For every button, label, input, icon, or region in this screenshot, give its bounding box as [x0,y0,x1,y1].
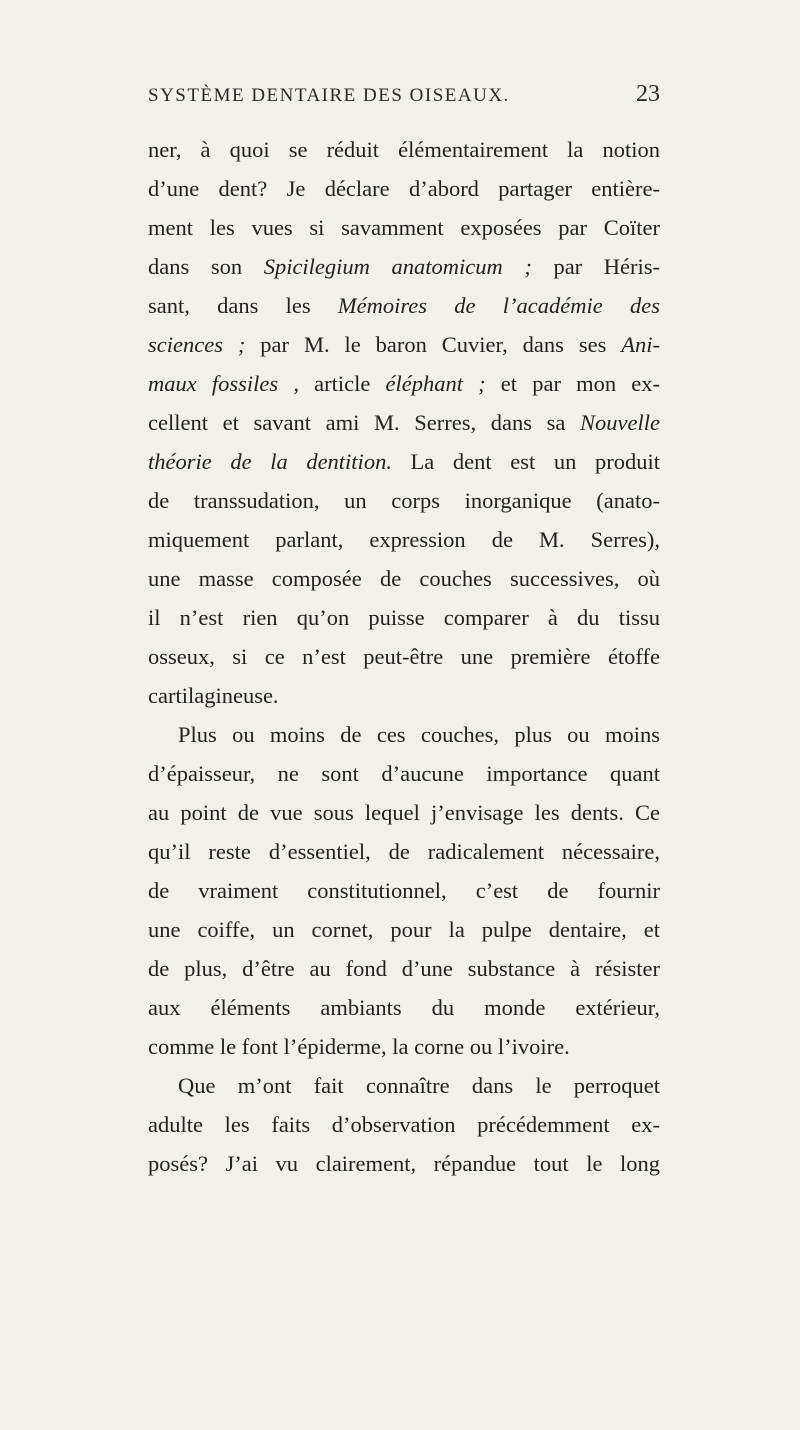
text-segment: osseux, si ce n’est peut-être une première étoffe [148,644,660,669]
italic-text: Ani- [621,332,661,357]
text-line [148,169,660,208]
text-segment: adulte les faits d’observation précédemment ex- [148,1112,660,1137]
text-line [148,247,660,286]
text-line [148,442,660,481]
text-segment: miquement parlant, expression de M. Serres), [148,527,660,552]
text-segment: comme le font l’épiderme, la corne ou l’ivoire. [148,1034,570,1059]
text-line [148,559,660,598]
italic-text: Nouvelle [580,410,660,435]
text-segment: sant, dans les [148,293,338,318]
text-line [148,598,660,637]
text-segment: par Héris- [531,254,660,279]
text-segment: cellent et savant ami M. Serres, dans sa [148,410,581,435]
text-line [148,754,660,793]
page-number: 23 [636,81,660,107]
text-segment: La dent est un produit [391,449,660,474]
text-segment: Que m’ont fait connaître dans le perroquet [178,1073,660,1098]
text-segment: de plus, d’être au fond d’une substance à résister [148,956,660,981]
text-segment: posés? J’ai vu clairement, répandue tout le long [148,1151,660,1176]
text-line [148,1144,660,1183]
text-segment: au point de vue sous lequel j’envisage les dents. Ce [148,800,660,825]
text-segment: ment les vues si savamment exposées par Coïter [148,215,660,240]
text-line [148,910,660,949]
text-segment: qu’il reste d’essentiel, de radicalement nécessaire, [148,839,660,864]
text-segment: une masse composée de couches successives, où [148,566,660,591]
text-segment: par M. le baron Cuvier, dans ses [245,332,622,357]
text-line [148,676,660,715]
text-line [148,286,660,325]
text-segment: de transsudation, un corps inorganique (anato- [148,488,660,513]
text-segment: ner, à quoi se réduit élémentairement la notion [148,137,660,162]
text-line [148,520,660,559]
text-line [148,988,660,1027]
text-line [148,208,660,247]
italic-text: Spicilegium anatomicum ; [263,254,532,279]
text-segment: Plus ou moins de ces couches, plus ou moins [178,722,660,747]
text-line [148,832,660,871]
text-segment: de vraiment constitutionnel, c’est de fournir [148,878,660,903]
italic-text: sciences ; [148,332,246,357]
text-segment: d’une dent? Je déclare d’abord partager entière- [148,176,660,201]
text-line [148,637,660,676]
text-line [148,130,660,169]
text-segment: aux éléments ambiants du monde extérieur, [148,995,660,1020]
italic-text: éléphant ; [385,371,486,396]
text-line [148,871,660,910]
text-line [148,364,660,403]
text-segment: une coiffe, un cornet, pour la pulpe dentaire, et [148,917,660,942]
text-segment: article [298,371,386,396]
text-line [148,949,660,988]
text-line [148,715,660,754]
running-head: SYSTÈME DENTAIRE DES OISEAUX. [148,85,510,106]
text-line [148,1105,660,1144]
page-header [148,81,660,115]
text-line [148,481,660,520]
text-segment: et par mon ex- [485,371,660,396]
text-line [148,325,660,364]
text-segment: cartilagineuse. [148,683,279,708]
text-line [148,1066,660,1105]
text-segment: il n’est rien qu’on puisse comparer à du tissu [148,605,660,630]
body-text [148,130,660,1183]
text-line [148,793,660,832]
text-segment: d’épaisseur, ne sont d’aucune importance quant [148,761,660,786]
text-segment: dans son [148,254,264,279]
italic-text: théorie de la dentition. [148,449,392,474]
text-line [148,403,660,442]
italic-text: maux fossiles , [148,371,299,396]
italic-text: Mémoires de l’académie des [337,293,660,318]
text-line [148,1027,660,1066]
